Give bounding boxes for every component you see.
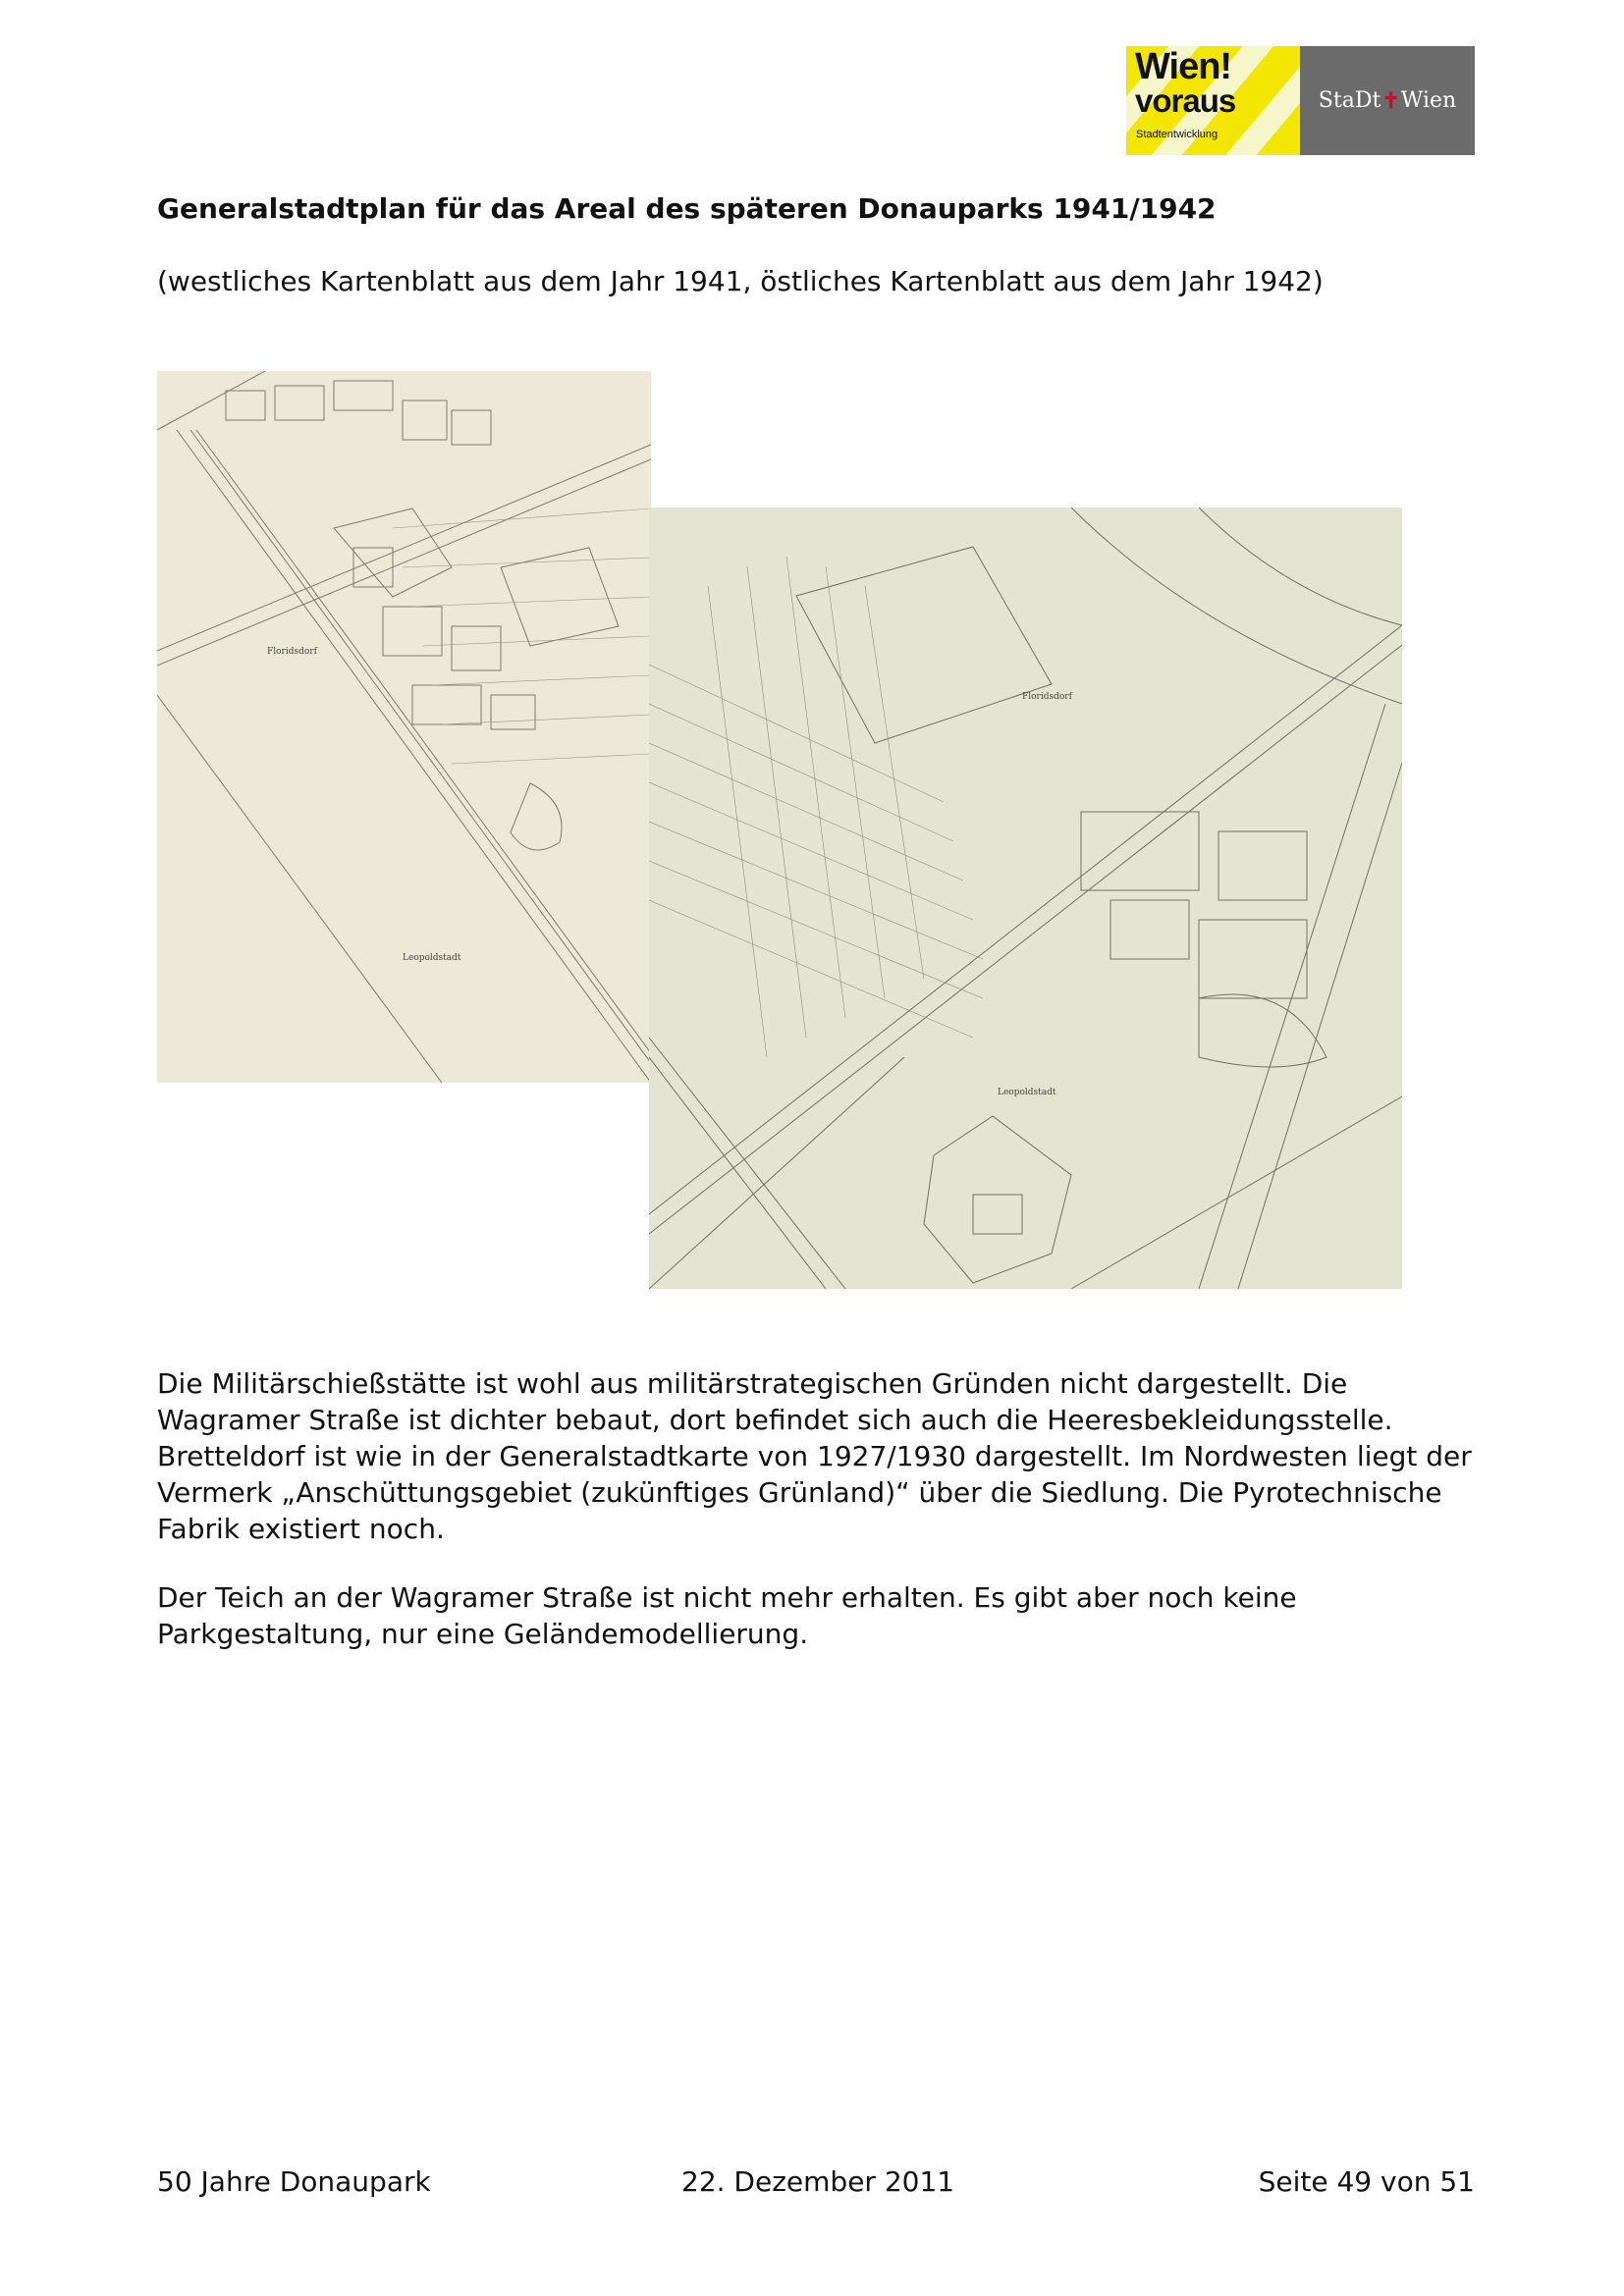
- map-west-label-leopoldstadt: Leopoldstadt: [403, 953, 461, 963]
- wien-voraus-badge: [1126, 46, 1300, 155]
- footer-date: 22. Dezember 2011: [681, 2165, 955, 2198]
- footer-page-number: Seite 49 von 51: [1258, 2165, 1475, 2198]
- map-east-drawing: [649, 507, 1402, 1289]
- logo-text-stadtentwicklung: Stadtentwicklung: [1136, 129, 1218, 140]
- map-east-label-floridsdorf: Floridsdorf: [1022, 692, 1072, 702]
- logo-text-stadt-wien: Wien: [1400, 88, 1457, 113]
- page-subtitle: (westliches Kartenblatt aus dem Jahr 1941, östliches Kartenblatt aus dem Jahr 1942): [157, 265, 1324, 297]
- map-west-label-floridsdorf: Floridsdorf: [267, 647, 317, 657]
- cross-icon: ✝: [1381, 87, 1400, 114]
- page-title: Generalstadtplan für das Areal des späteren Donauparks 1941/1942: [157, 192, 1217, 225]
- wien-voraus-logo: [1126, 46, 1475, 155]
- logo-text-wien: Wien!: [1135, 46, 1232, 87]
- map-sheet-east-1942: [649, 507, 1402, 1289]
- stadt-wien-badge: [1300, 46, 1475, 155]
- logo-text-voraus: voraus: [1135, 82, 1236, 119]
- map-east-label-leopoldstadt: Leopoldstadt: [998, 1088, 1056, 1097]
- footer-document-title: 50 Jahre Donaupark: [157, 2165, 431, 2198]
- logo-text-stadt: StaDt: [1318, 88, 1381, 113]
- body-paragraph-2: Der Teich an der Wagramer Straße ist nicht mehr erhalten. Es gibt aber noch keine Parkgestaltung, nur eine Geländemodellierung.: [157, 1581, 1297, 1650]
- map-west-drawing: [157, 371, 651, 1083]
- map-sheet-west-1941: [157, 371, 651, 1083]
- body-paragraph-1: Die Militärschießstätte ist wohl aus militärstrategischen Gründen nicht dargestellt. Die Wagramer Straße ist dichter bebaut, dort befindet sich auch die Heeresbekleidungsstelle. Bretteldorf ist wie in der Generalstadtkarte von 1927/1930 dargestellt. Im Nordwesten liegt der Vermerk „Anschüttungsgebiet (zukünftiges Grünland)“ über die Siedlung. Die Pyrotechnische Fabrik existiert noch.: [157, 1367, 1472, 1545]
